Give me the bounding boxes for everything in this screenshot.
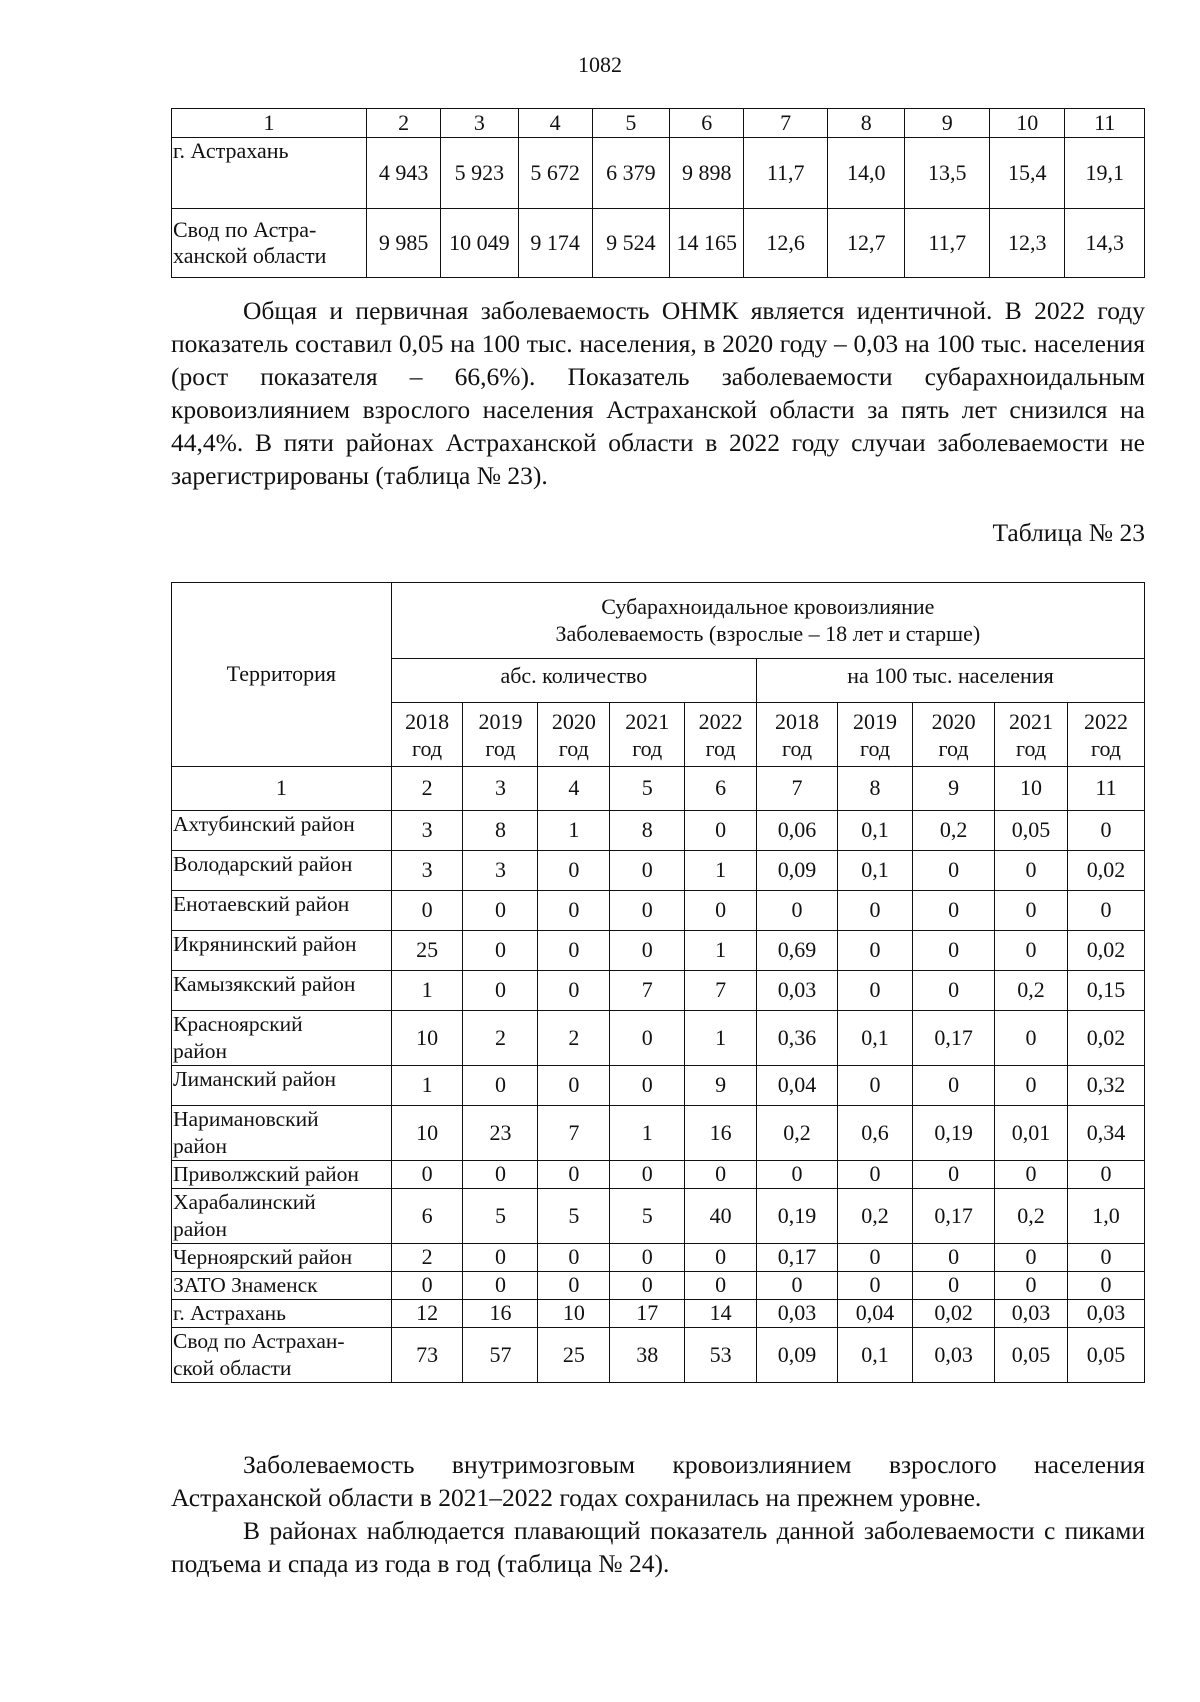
territory-cell bbox=[172, 1066, 392, 1106]
value-cell: 8 bbox=[463, 811, 538, 851]
title-line: Субарахноидальное кровоизлияние bbox=[601, 594, 935, 620]
territory-cell bbox=[172, 1328, 392, 1383]
value-cell: 0,03 bbox=[757, 971, 838, 1011]
value-cell: 0 bbox=[1067, 811, 1144, 851]
value-cell: 0 bbox=[391, 1161, 463, 1189]
value-cell: 0 bbox=[1067, 891, 1144, 931]
value-cell: 19,1 bbox=[1065, 138, 1145, 209]
value-cell: 0 bbox=[913, 891, 995, 931]
value-cell: 5 bbox=[610, 1189, 685, 1244]
territory-line: Наримановский bbox=[173, 1107, 319, 1131]
table-caption: Таблица № 23 bbox=[992, 518, 1145, 547]
value-cell: 0,03 bbox=[1067, 1300, 1144, 1328]
value-cell: 0 bbox=[995, 931, 1068, 971]
territory-cell bbox=[172, 1011, 392, 1066]
column-number-cell: 9 bbox=[905, 109, 990, 138]
value-cell: 25 bbox=[391, 931, 463, 971]
table-row bbox=[172, 1189, 1145, 1244]
value-cell: 11,7 bbox=[744, 138, 828, 209]
value-cell: 0,02 bbox=[1067, 1011, 1144, 1066]
territory-cell bbox=[172, 1106, 392, 1161]
table-row bbox=[172, 1328, 1145, 1383]
value-cell: 0,2 bbox=[995, 1189, 1068, 1244]
column-number-cell: 10 bbox=[995, 767, 1068, 811]
value-cell: 16 bbox=[685, 1106, 757, 1161]
value-cell: 0,15 bbox=[1067, 971, 1144, 1011]
table-row bbox=[172, 1066, 1145, 1106]
territory-line: район bbox=[173, 1039, 228, 1063]
value-cell: 0 bbox=[838, 1272, 913, 1300]
value-cell: 0 bbox=[610, 1066, 685, 1106]
value-cell: 1 bbox=[610, 1106, 685, 1161]
value-cell: 0,04 bbox=[838, 1300, 913, 1328]
value-cell: 1 bbox=[538, 811, 610, 851]
value-cell: 14,3 bbox=[1065, 209, 1145, 278]
value-cell: 53 bbox=[685, 1328, 757, 1383]
year-unit: год bbox=[412, 735, 443, 761]
column-number-cell: 4 bbox=[538, 767, 610, 811]
value-cell: 40 bbox=[685, 1189, 757, 1244]
column-number-cell: 6 bbox=[670, 109, 744, 138]
value-cell: 0,36 bbox=[757, 1011, 838, 1066]
value-cell: 14,0 bbox=[828, 138, 905, 209]
value-cell: 9 174 bbox=[518, 209, 592, 278]
column-number-cell: 11 bbox=[1067, 767, 1144, 811]
value-cell: 0 bbox=[463, 971, 538, 1011]
value-cell: 0,03 bbox=[913, 1328, 995, 1383]
year-header-cell bbox=[838, 703, 913, 767]
table-row bbox=[172, 1106, 1145, 1161]
value-cell: 0,02 bbox=[913, 1300, 995, 1328]
value-cell: 0 bbox=[757, 1272, 838, 1300]
value-cell: 0 bbox=[757, 891, 838, 931]
value-cell: 0 bbox=[838, 1161, 913, 1189]
year-value: 2022 bbox=[698, 708, 743, 734]
territory-cell bbox=[172, 851, 392, 891]
value-cell: 7 bbox=[685, 971, 757, 1011]
value-cell: 10 bbox=[538, 1300, 610, 1328]
year-unit: год bbox=[1016, 735, 1047, 761]
year-header-cell bbox=[913, 703, 995, 767]
value-cell: 0,17 bbox=[913, 1189, 995, 1244]
year-header-cell bbox=[995, 703, 1068, 767]
value-cell: 0 bbox=[838, 891, 913, 931]
value-cell: 0 bbox=[838, 1244, 913, 1272]
column-number-cell: 8 bbox=[828, 109, 905, 138]
table-row bbox=[172, 811, 1145, 851]
table-row bbox=[172, 1300, 1145, 1328]
value-cell: 2 bbox=[391, 1244, 463, 1272]
title-line: Заболеваемость (взрослые – 18 лет и старше) bbox=[555, 620, 981, 646]
territory-line: Ахтубинский район bbox=[173, 812, 355, 836]
value-cell: 73 bbox=[391, 1328, 463, 1383]
column-number-cell: 10 bbox=[990, 109, 1065, 138]
value-cell: 0 bbox=[913, 1066, 995, 1106]
value-cell: 0 bbox=[913, 971, 995, 1011]
value-cell: 0,17 bbox=[757, 1244, 838, 1272]
value-cell: 2 bbox=[463, 1011, 538, 1066]
table-row bbox=[172, 1011, 1145, 1066]
territory-line: Свод по Астрахан- bbox=[173, 1329, 345, 1353]
table-row bbox=[172, 891, 1145, 931]
year-header-cell bbox=[463, 703, 538, 767]
value-cell: 9 bbox=[685, 1066, 757, 1106]
territory-line: Икрянинский район bbox=[173, 932, 357, 956]
table-row bbox=[172, 971, 1145, 1011]
value-cell: 2 bbox=[538, 1011, 610, 1066]
territory-line: ской области bbox=[173, 1356, 292, 1380]
value-cell: 0 bbox=[685, 1272, 757, 1300]
value-cell: 0 bbox=[538, 931, 610, 971]
year-unit: год bbox=[782, 735, 813, 761]
territory-cell bbox=[172, 931, 392, 971]
value-cell: 0 bbox=[538, 1161, 610, 1189]
value-cell: 1 bbox=[685, 851, 757, 891]
territory-cell bbox=[172, 971, 392, 1011]
value-cell: 0,1 bbox=[838, 1011, 913, 1066]
value-cell: 3 bbox=[391, 811, 463, 851]
value-cell: 0 bbox=[463, 1161, 538, 1189]
value-cell: 25 bbox=[538, 1328, 610, 1383]
value-cell: 0 bbox=[538, 851, 610, 891]
column-number-cell: 7 bbox=[757, 767, 838, 811]
value-cell: 0 bbox=[463, 891, 538, 931]
column-number-cell: 8 bbox=[838, 767, 913, 811]
year-value: 2019 bbox=[853, 708, 898, 734]
value-cell: 7 bbox=[538, 1106, 610, 1161]
territory-line: Володарский район bbox=[173, 852, 353, 876]
territory-line: Лиманский район bbox=[173, 1067, 337, 1091]
value-cell: 0 bbox=[913, 851, 995, 891]
territory-line: Харабалинский bbox=[173, 1190, 316, 1214]
value-cell: 0,69 bbox=[757, 931, 838, 971]
value-cell: 23 bbox=[463, 1106, 538, 1161]
value-cell: 15,4 bbox=[990, 138, 1065, 209]
column-number-cell: 3 bbox=[441, 109, 518, 138]
territory-line: район bbox=[173, 1134, 228, 1158]
value-cell: 0 bbox=[685, 1244, 757, 1272]
table-title bbox=[391, 583, 1144, 659]
value-cell: 0 bbox=[391, 891, 463, 931]
territory-cell bbox=[172, 811, 392, 851]
year-header-cell bbox=[610, 703, 685, 767]
value-cell: 3 bbox=[463, 851, 538, 891]
column-number-cell: 2 bbox=[367, 109, 441, 138]
year-unit: год bbox=[1090, 735, 1122, 761]
year-value: 2022 bbox=[1083, 708, 1128, 734]
value-cell: 6 379 bbox=[592, 138, 669, 209]
year-value: 2019 bbox=[478, 708, 523, 734]
value-cell: 13,5 bbox=[905, 138, 990, 209]
value-cell: 0,6 bbox=[838, 1106, 913, 1161]
header-row bbox=[172, 583, 1145, 659]
territory-line: Красноярский bbox=[173, 1012, 303, 1036]
value-cell: 0 bbox=[995, 1161, 1068, 1189]
value-cell: 0,02 bbox=[1067, 851, 1144, 891]
value-cell: 14 165 bbox=[670, 209, 744, 278]
value-cell: 0 bbox=[538, 1272, 610, 1300]
value-cell: 0 bbox=[685, 1161, 757, 1189]
column-number-row bbox=[172, 767, 1145, 811]
value-cell: 0 bbox=[463, 1066, 538, 1106]
value-cell: 0,05 bbox=[995, 1328, 1068, 1383]
value-cell: 0,2 bbox=[757, 1106, 838, 1161]
table-row bbox=[172, 138, 1145, 209]
value-cell: 5 672 bbox=[518, 138, 592, 209]
value-cell: 0 bbox=[610, 1161, 685, 1189]
value-cell: 0 bbox=[391, 1272, 463, 1300]
territory-cell bbox=[172, 209, 367, 278]
year-value: 2020 bbox=[931, 708, 976, 734]
value-cell: 3 bbox=[391, 851, 463, 891]
value-cell: 0,19 bbox=[913, 1106, 995, 1161]
value-cell: 0,1 bbox=[838, 851, 913, 891]
column-number-cell: 3 bbox=[463, 767, 538, 811]
territory-line: ханской области bbox=[173, 243, 327, 268]
value-cell: 5 bbox=[463, 1189, 538, 1244]
value-cell: 0 bbox=[995, 1011, 1068, 1066]
value-cell: 0,04 bbox=[757, 1066, 838, 1106]
table-row bbox=[172, 209, 1145, 278]
table-row bbox=[172, 1161, 1145, 1189]
value-cell: 0,03 bbox=[995, 1300, 1068, 1328]
value-cell: 0,09 bbox=[757, 851, 838, 891]
column-number-cell: 7 bbox=[744, 109, 828, 138]
value-cell: 0,1 bbox=[838, 811, 913, 851]
year-unit: год bbox=[632, 735, 663, 761]
value-cell: 1 bbox=[685, 931, 757, 971]
territory-cell bbox=[172, 1300, 392, 1328]
value-cell: 0 bbox=[538, 1066, 610, 1106]
value-cell: 0 bbox=[913, 931, 995, 971]
value-cell: 0,34 bbox=[1067, 1106, 1144, 1161]
value-cell: 0 bbox=[463, 1244, 538, 1272]
value-cell: 0 bbox=[838, 1066, 913, 1106]
value-cell: 0,09 bbox=[757, 1328, 838, 1383]
value-cell: 1,0 bbox=[1067, 1189, 1144, 1244]
year-unit: год bbox=[558, 735, 589, 761]
paragraph-onmk: Общая и первичная заболеваемость ОНМК является идентичной. В 2022 году показатель составил 0,05 на 100 тыс. населения, в 2020 году – 0,03 на 100 тыс. населения (рост показателя – 66,6%). Показатель заболеваемости субарахноидальным кровоизлиянием взрослого населения Астраханской области за пять лет снизился на 44,4%. В пяти районах Астраханской области в 2022 году случаи заболеваемости не зарегистрированы (таблица № 23). bbox=[171, 296, 1145, 490]
year-header-cell bbox=[391, 703, 463, 767]
value-cell: 0 bbox=[463, 931, 538, 971]
value-cell: 0 bbox=[610, 851, 685, 891]
year-value: 2018 bbox=[775, 708, 820, 734]
sah-incidence-table bbox=[171, 582, 1145, 1383]
value-cell: 6 bbox=[391, 1189, 463, 1244]
value-cell: 7 bbox=[610, 971, 685, 1011]
territory-cell bbox=[172, 1161, 392, 1189]
year-header-cell bbox=[685, 703, 757, 767]
value-cell: 4 943 bbox=[367, 138, 441, 209]
value-cell: 0,03 bbox=[757, 1300, 838, 1328]
value-cell: 0 bbox=[913, 1244, 995, 1272]
territory-line: Свод по Астра- bbox=[173, 216, 317, 242]
value-cell: 0 bbox=[838, 931, 913, 971]
year-value: 2021 bbox=[1009, 708, 1054, 734]
column-number-cell: 9 bbox=[913, 767, 995, 811]
value-cell: 10 bbox=[391, 1011, 463, 1066]
paragraph-ich: Заболеваемость внутримозговым кровоизлиянием взрослого населения Астраханской области в 2021–2022 годах сохранилась на прежнем уровне. bbox=[171, 1450, 1145, 1512]
value-cell: 0,01 bbox=[995, 1106, 1068, 1161]
value-cell: 9 524 bbox=[592, 209, 669, 278]
value-cell: 10 049 bbox=[441, 209, 518, 278]
rate-header: на 100 тыс. населения bbox=[757, 659, 1145, 703]
value-cell: 0 bbox=[538, 971, 610, 1011]
territory-cell bbox=[172, 1244, 392, 1272]
value-cell: 0 bbox=[685, 891, 757, 931]
year-unit: год bbox=[938, 735, 969, 761]
value-cell: 0 bbox=[538, 1244, 610, 1272]
territory-line: Черноярский район bbox=[173, 1245, 353, 1269]
value-cell: 12,7 bbox=[828, 209, 905, 278]
table-row bbox=[172, 851, 1145, 891]
territory-cell bbox=[172, 891, 392, 931]
value-cell: 1 bbox=[685, 1011, 757, 1066]
abs-count-header: абс. количество bbox=[391, 659, 756, 703]
value-cell: 0 bbox=[610, 1272, 685, 1300]
value-cell: 0 bbox=[610, 1244, 685, 1272]
value-cell: 0,2 bbox=[838, 1189, 913, 1244]
year-header-cell bbox=[1067, 703, 1144, 767]
column-number-cell: 5 bbox=[610, 767, 685, 811]
value-cell: 1 bbox=[391, 971, 463, 1011]
value-cell: 0,2 bbox=[995, 971, 1068, 1011]
value-cell: 0,05 bbox=[995, 811, 1068, 851]
continuation-header-row bbox=[172, 109, 1145, 138]
column-number-cell: 1 bbox=[172, 109, 367, 138]
year-header-cell bbox=[757, 703, 838, 767]
year-unit: год bbox=[860, 735, 891, 761]
value-cell: 1 bbox=[391, 1066, 463, 1106]
value-cell: 0 bbox=[610, 891, 685, 931]
territory-line: Приволжский район bbox=[173, 1162, 359, 1186]
table-row bbox=[172, 931, 1145, 971]
value-cell: 0,2 bbox=[913, 811, 995, 851]
column-number-cell: 4 bbox=[518, 109, 592, 138]
value-cell: 0,17 bbox=[913, 1011, 995, 1066]
year-unit: год bbox=[485, 735, 516, 761]
year-value: 2018 bbox=[405, 708, 450, 734]
value-cell: 0 bbox=[913, 1272, 995, 1300]
value-cell: 0 bbox=[610, 1011, 685, 1066]
value-cell: 9 898 bbox=[670, 138, 744, 209]
value-cell: 5 923 bbox=[441, 138, 518, 209]
value-cell: 0 bbox=[838, 971, 913, 1011]
column-number-cell: 2 bbox=[391, 767, 463, 811]
value-cell: 12,3 bbox=[990, 209, 1065, 278]
value-cell: 0,1 bbox=[838, 1328, 913, 1383]
value-cell: 14 bbox=[685, 1300, 757, 1328]
territory-cell bbox=[172, 1272, 392, 1300]
territory-cell: г. Астрахань bbox=[172, 138, 367, 209]
value-cell: 0 bbox=[995, 1244, 1068, 1272]
year-value: 2020 bbox=[551, 708, 596, 734]
value-cell: 12 bbox=[391, 1300, 463, 1328]
territory-line: Енотаевский район bbox=[173, 892, 350, 916]
year-unit: год bbox=[705, 735, 736, 761]
territory-line: Камызякский район bbox=[173, 972, 356, 996]
territory-header: Территория bbox=[172, 583, 392, 767]
value-cell: 0 bbox=[913, 1161, 995, 1189]
value-cell: 0 bbox=[1067, 1161, 1144, 1189]
value-cell: 0 bbox=[995, 1272, 1068, 1300]
column-number-cell: 5 bbox=[592, 109, 669, 138]
value-cell: 57 bbox=[463, 1328, 538, 1383]
value-cell: 0 bbox=[995, 1066, 1068, 1106]
value-cell: 17 bbox=[610, 1300, 685, 1328]
year-header-cell bbox=[538, 703, 610, 767]
value-cell: 0 bbox=[1067, 1272, 1144, 1300]
value-cell: 0 bbox=[995, 851, 1068, 891]
value-cell: 9 985 bbox=[367, 209, 441, 278]
year-value: 2021 bbox=[625, 708, 670, 734]
value-cell: 12,6 bbox=[744, 209, 828, 278]
value-cell: 0,19 bbox=[757, 1189, 838, 1244]
value-cell: 10 bbox=[391, 1106, 463, 1161]
continuation-table bbox=[171, 108, 1145, 278]
column-number-cell: 1 bbox=[172, 767, 392, 811]
value-cell: 38 bbox=[610, 1328, 685, 1383]
territory-line: ЗАТО Знаменск bbox=[173, 1273, 318, 1297]
value-cell: 8 bbox=[610, 811, 685, 851]
value-cell: 0,32 bbox=[1067, 1066, 1144, 1106]
value-cell: 0,05 bbox=[1067, 1328, 1144, 1383]
table-row bbox=[172, 1244, 1145, 1272]
value-cell: 5 bbox=[538, 1189, 610, 1244]
page-number: 1082 bbox=[578, 52, 622, 77]
column-number-cell: 11 bbox=[1065, 109, 1145, 138]
value-cell: 0 bbox=[685, 811, 757, 851]
value-cell: 0 bbox=[757, 1161, 838, 1189]
paragraph-districts: В районах наблюдается плавающий показатель данной заболеваемости с пиками подъема и спада из года в год (таблица № 24). bbox=[171, 1516, 1145, 1578]
value-cell: 0,02 bbox=[1067, 931, 1144, 971]
territory-cell bbox=[172, 1189, 392, 1244]
value-cell: 0 bbox=[610, 931, 685, 971]
value-cell: 0 bbox=[995, 891, 1068, 931]
territory-line: г. Астрахань bbox=[173, 1301, 286, 1325]
value-cell: 11,7 bbox=[905, 209, 990, 278]
territory-line: район bbox=[173, 1217, 228, 1241]
table-row bbox=[172, 1272, 1145, 1300]
value-cell: 0 bbox=[463, 1272, 538, 1300]
value-cell: 0 bbox=[538, 891, 610, 931]
value-cell: 0,06 bbox=[757, 811, 838, 851]
value-cell: 16 bbox=[463, 1300, 538, 1328]
value-cell: 0 bbox=[1067, 1244, 1144, 1272]
column-number-cell: 6 bbox=[685, 767, 757, 811]
